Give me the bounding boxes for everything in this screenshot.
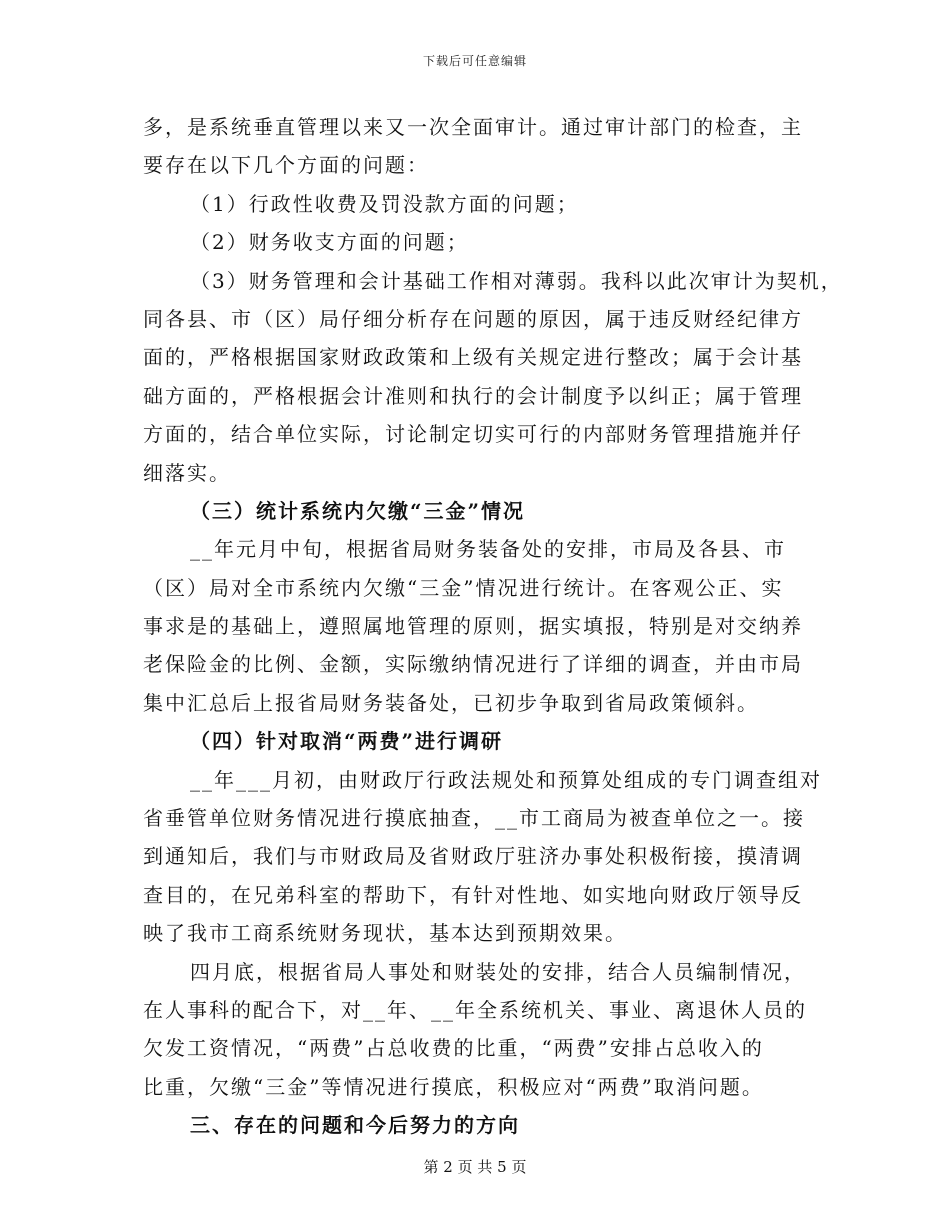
body-text-line: 老保险金的比例、金额，实际缴纳情况进行了详细的调查，并由市局 — [143, 652, 803, 677]
section-heading: （四）针对取消“两费”进行调研 — [190, 729, 504, 754]
body-text-line: （1）行政性收费及罚没款方面的问题； — [190, 191, 579, 216]
body-text-line: （2）财务收支方面的问题； — [190, 230, 469, 255]
page-header: 下载后可任意编辑 — [422, 54, 527, 68]
body-text-line: 事求是的基础上，遵照属地管理的原则，据实填报，特别是对交纳养 — [143, 614, 803, 639]
body-text-line: 面的，严格根据国家财政政策和上级有关规定进行整改；属于会计基 — [143, 345, 803, 370]
body-text-line: 欠发工资情况，“两费”占总收费的比重，“两费”安排占总收入的 — [143, 1036, 764, 1061]
body-text-line: 多，是系统垂直管理以来又一次全面审计。通过审计部门的检查，主 — [143, 115, 803, 139]
body-text-line: 四月底，根据省局人事处和财装处的安排，结合人员编制情况， — [190, 959, 806, 984]
body-text-line: 细落实。 — [143, 460, 231, 485]
body-text-line: （3）财务管理和会计基础工作相对薄弱。我科以此次审计为契机， — [190, 268, 843, 293]
body-text-line: 到通知后，我们与市财政局及省财政厅驻济办事处积极衔接，摸清调 — [143, 844, 803, 869]
body-text-line: __年___月初，由财政厅行政法规处和预算处组成的专门调查组对 — [190, 767, 822, 792]
body-text-line: 查目的，在兄弟科室的帮助下，有针对性地、如实地向财政厅领导反 — [143, 882, 803, 907]
page-footer: 第 2 页 共 5 页 — [423, 1158, 527, 1176]
section-heading: （三）统计系统内欠缴“三金”情况 — [190, 498, 526, 523]
body-text-line: （区）局对全市系统内欠缴“三金”情况进行统计。在客观公正、实 — [143, 575, 784, 600]
section-heading: 三、存在的问题和今后努力的方向 — [190, 1113, 520, 1138]
body-text-line: 比重，欠缴“三金”等情况进行摸底，积极应对“两费”取消问题。 — [143, 1074, 764, 1099]
body-text-line: 映了我市工商系统财务现状，基本达到预期效果。 — [143, 921, 627, 946]
body-text-line: 要存在以下几个方面的问题： — [143, 153, 429, 178]
body-text-line: 在人事科的配合下，对__年、__年全系统机关、事业、离退休人员的 — [143, 997, 807, 1022]
body-text-line: 础方面的，严格根据会计准则和执行的会计制度予以纠正；属于管理 — [143, 383, 803, 408]
body-text-line: 方面的，结合单位实际，讨论制定切实可行的内部财务管理措施并仔 — [143, 422, 803, 447]
body-text-line: 集中汇总后上报省局财务装备处，已初步争取到省局政策倾斜。 — [143, 690, 759, 715]
body-text-line: 省垂管单位财务情况进行摸底抽查，__市工商局为被查单位之一。接 — [143, 806, 805, 831]
document-body — [143, 108, 843, 1145]
body-text-line: 同各县、市（区）局仔细分析存在问题的原因，属于违反财经纪律方 — [143, 306, 803, 331]
body-text-line: __年元月中旬，根据省局财务装备处的安排，市局及各县、市 — [190, 537, 786, 562]
